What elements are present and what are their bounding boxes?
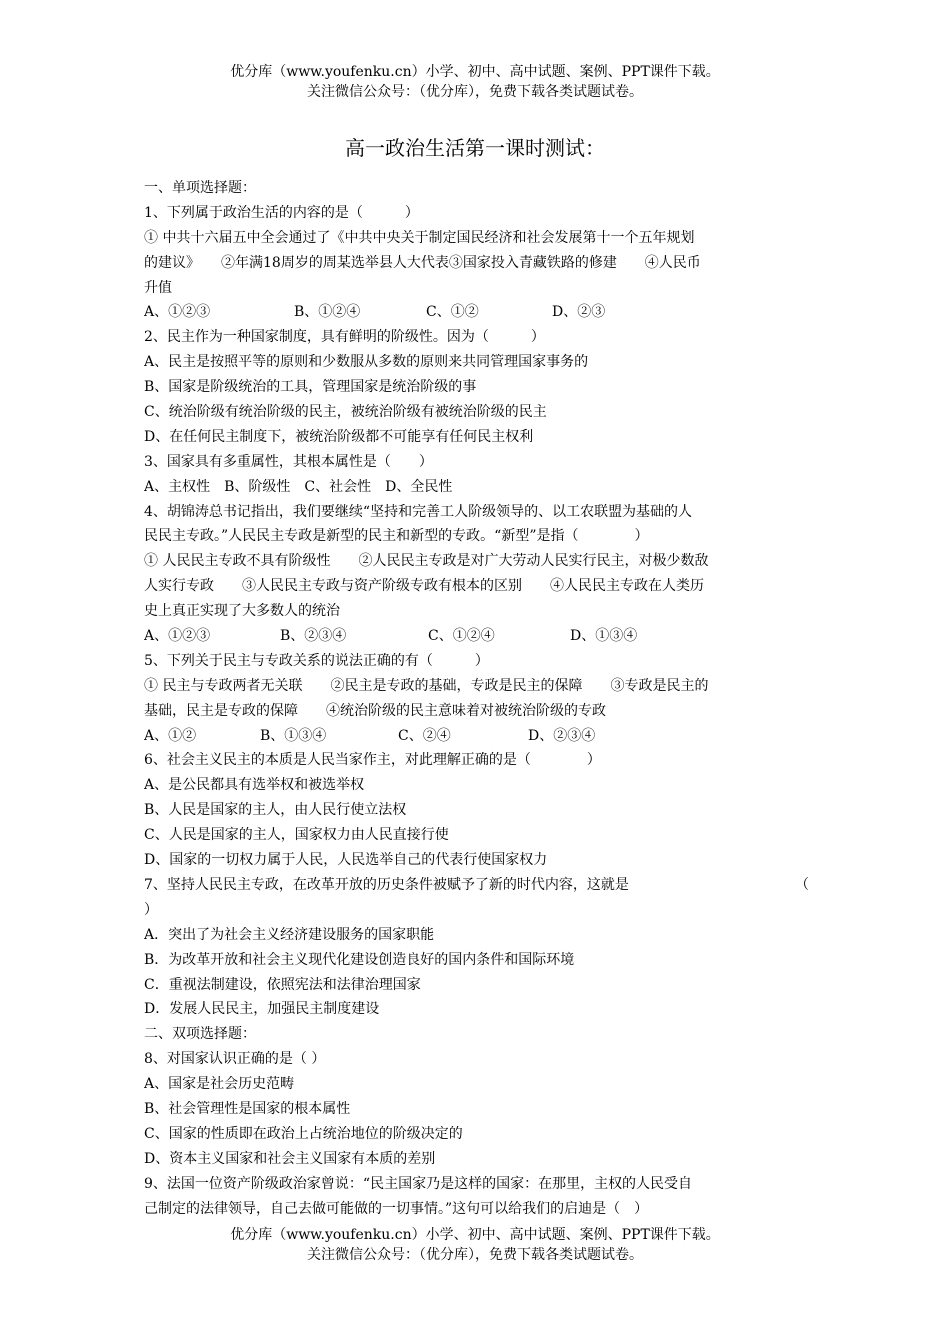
q1-option-d: D、②③ <box>552 304 606 321</box>
q6-stem: 6、社会主义民主的本质是人民当家作主，对此理解正确的是（ ） <box>144 752 601 769</box>
q1-text-1: ① 中共十六届五中全会通过了《中共中央关于制定国民经济和社会发展第十一个五年规划 <box>144 229 695 246</box>
q1-option-c: C、①② <box>426 304 479 321</box>
footer-line-2: 关注微信公众号：（优分库），免费下载各类试题试卷。 <box>307 1247 643 1263</box>
header-line-1: 优分库（www.youfenku.cn）小学、初中、高中试题、案例、PPT课件下载。 <box>230 64 720 80</box>
q7-option-b: B．为改革开放和社会主义现代化建设创造良好的国内条件和国际环境 <box>144 951 575 968</box>
q8-option-c: C、国家的性质即在政治上占统治地位的阶级决定的 <box>144 1125 463 1142</box>
q7-option-d: D．发展人民民主，加强民主制度建设 <box>144 1001 380 1018</box>
q3-options: A、主权性 B、阶级性 C、社会性 D、全民性 <box>144 478 453 495</box>
q8-option-a: A、国家是社会历史范畴 <box>144 1076 295 1093</box>
q2-option-d: D、在任何民主制度下，被统治阶级都不可能享有任何民主权利 <box>144 428 534 445</box>
question-list <box>144 176 809 1221</box>
q1-text-3: 升值 <box>144 279 172 296</box>
q4-option-c: C、①②④ <box>428 628 495 645</box>
footer-line-1: 优分库（www.youfenku.cn）小学、初中、高中试题、案例、PPT课件下载。 <box>230 1227 720 1243</box>
q3-stem: 3、国家具有多重属性，其根本属性是（ ） <box>144 453 433 470</box>
q8-stem: 8、对国家认识正确的是（ ） <box>144 1051 326 1068</box>
q7-option-c: C．重视法制建设，依照宪法和法律治理国家 <box>144 976 421 993</box>
q8-option-d: D、资本主义国家和社会主义国家有本质的差别 <box>144 1150 436 1167</box>
q2-option-b: B、国家是阶级统治的工具，管理国家是统治阶级的事 <box>144 379 477 396</box>
header-line-2: 关注微信公众号：（优分库），免费下载各类试题试卷。 <box>307 84 643 100</box>
page-footer <box>0 1225 950 1265</box>
section-heading-double: 二、双项选择题： <box>144 1026 256 1043</box>
q4-option-a: A、①②③ <box>144 628 211 645</box>
q5-option-c: C、②④ <box>398 727 451 744</box>
q7-stem <box>144 873 809 898</box>
page-title: 高一政治生活第一课时测试： <box>345 136 605 160</box>
q9-stem-1: 9、法国一位资产阶级政治家曾说：“民主国家乃是这样的国家：在那里，主权的人民受自 <box>144 1175 693 1192</box>
q4-option-b: B、②③④ <box>280 628 347 645</box>
q4-text-1: ① 人民民主专政不具有阶级性 ②人民民主专政是对广大劳动人民实行民主，对极少数敌 <box>144 553 709 570</box>
q6-option-d: D、国家的一切权力属于人民，人民选举自己的代表行使国家权力 <box>144 852 548 869</box>
q4-text-2: 人实行专政 ③人民民主专政与资产阶级专政有根本的区别 ④人民民主专政在人类历 <box>144 578 704 595</box>
q6-option-a: A、是公民都具有选举权和被选举权 <box>144 777 365 794</box>
q7-option-a: A．突出了为社会主义经济建设服务的国家职能 <box>144 926 435 943</box>
q6-option-b: B、人民是国家的主人，由人民行使立法权 <box>144 802 407 819</box>
q8-option-b: B、社会管理性是国家的根本属性 <box>144 1100 351 1117</box>
q6-option-c: C、人民是国家的主人，国家权力由人民直接行使 <box>144 827 449 844</box>
q5-text-2: 基础，民主是专政的保障 ④统治阶级的民主意味着对被统治阶级的专政 <box>144 702 606 719</box>
q9-stem-2: 己制定的法律领导，自己去做可能做的一切事情。”这句可以给我们的启迪是（ ） <box>144 1200 649 1217</box>
q5-option-b: B、①③④ <box>260 727 327 744</box>
q1-stem: 1、下列属于政治生活的内容的是（ ） <box>144 204 419 221</box>
q4-stem-2: 民民主专政。”人民民主专政是新型的民主和新型的专政。“新型”是指（ ） <box>144 528 649 545</box>
q1-options <box>144 300 809 325</box>
section-heading-single: 一、单项选择题： <box>144 180 256 196</box>
q5-option-a: A、①② <box>144 727 197 744</box>
q5-option-d: D、②③④ <box>528 727 596 744</box>
q5-text-1: ① 民主与专政两者无关联 ②民主是专政的基础，专政是民主的保障 ③专政是民主的 <box>144 677 709 694</box>
q1-option-a: A、①②③ <box>144 304 211 321</box>
q2-option-a: A、民主是按照平等的原则和少数服从多数的原则来共同管理国家事务的 <box>144 354 589 371</box>
q1-text-2: 的建议》 ②年满18周岁的周某选举县人大代表③国家投入青藏铁路的修建 ④人民币 <box>144 254 701 271</box>
q7-bracket-open: （ <box>795 876 809 893</box>
q1-option-b: B、①②④ <box>294 304 361 321</box>
q2-stem: 2、民主作为一种国家制度，具有鲜明的阶级性。因为（ ） <box>144 329 545 346</box>
q7-stem-text: 7、坚持人民民主专政，在改革开放的历史条件被赋予了新的时代内容，这就是 <box>144 876 629 893</box>
q7-bracket-close: ） <box>144 901 158 918</box>
q4-option-d: D、①③④ <box>570 628 638 645</box>
q5-options <box>144 724 809 749</box>
q2-option-c: C、统治阶级有统治阶级的民主，被统治阶级有被统治阶级的民主 <box>144 404 547 421</box>
q4-options <box>144 624 809 649</box>
q4-stem-1: 4、胡锦涛总书记指出，我们要继续“坚持和完善工人阶级领导的、以工农联盟为基础的人 <box>144 503 693 520</box>
page-header <box>0 62 950 102</box>
q4-text-3: 史上真正实现了大多数人的统治 <box>144 603 340 620</box>
q5-stem: 5、下列关于民主与专政关系的说法正确的有（ ） <box>144 652 489 669</box>
